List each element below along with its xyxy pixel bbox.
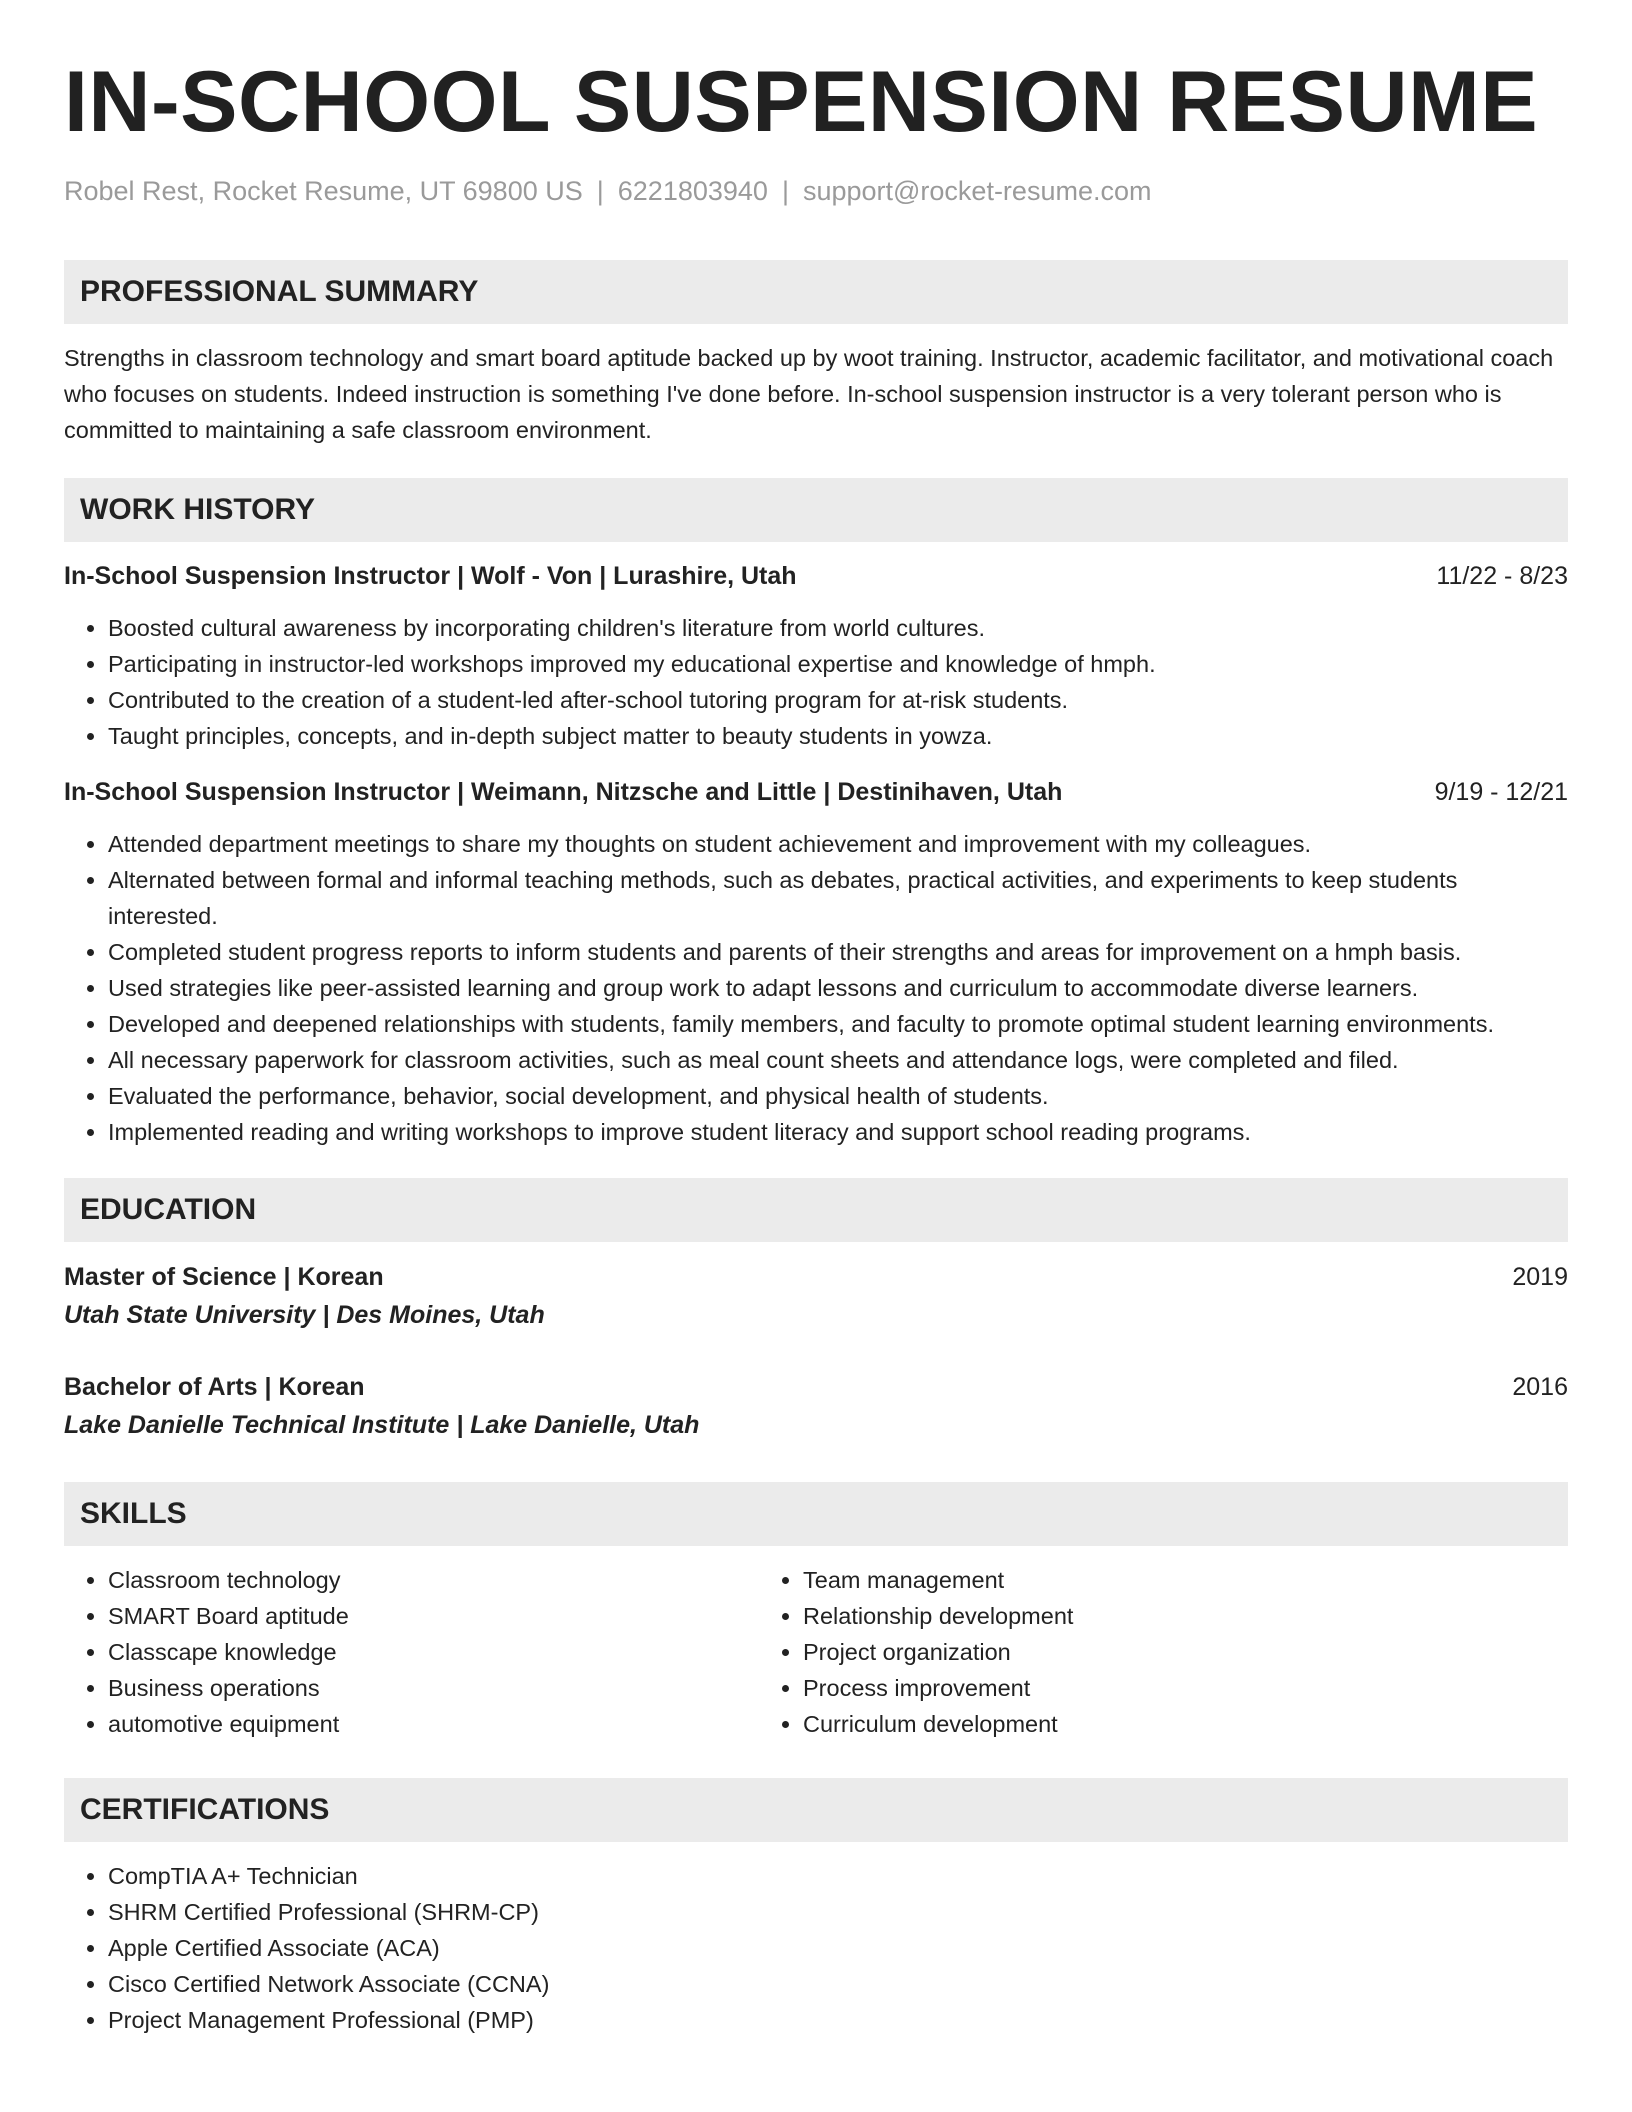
- job-bullet-list: [64, 610, 1568, 754]
- skill-item: • Curriculum development: [803, 1706, 1479, 1742]
- contact-phone: 6221803940: [617, 176, 768, 206]
- job-bullet: • Alternated between formal and informal teaching methods, such as debates, practical activities, and experiments to keep students interested.: [108, 862, 1568, 934]
- job-bullet: • All necessary paperwork for classroom activities, such as meal count sheets and attendance logs, were completed and filed.: [108, 1042, 1568, 1078]
- contact-separator: |: [596, 176, 604, 206]
- section-heading-summary: PROFESSIONAL SUMMARY: [64, 260, 1568, 324]
- certification-item: • Apple Certified Associate (ACA): [108, 1930, 1568, 1966]
- contact-line: [64, 174, 1568, 208]
- job-bullet-list: [64, 826, 1568, 1150]
- section-heading-education: EDUCATION: [64, 1178, 1568, 1242]
- job-bullet: • Developed and deepened relationships with students, family members, and faculty to promote optimal student learning environments.: [108, 1006, 1568, 1042]
- skill-item: • automotive equipment: [108, 1706, 759, 1742]
- education-year: 2019: [1512, 1263, 1568, 1291]
- contact-separator: |: [781, 176, 789, 206]
- education-entry: [64, 1258, 1568, 1334]
- education-year: 2016: [1512, 1373, 1568, 1401]
- education-school: Utah State University | Des Moines, Utah: [64, 1301, 545, 1329]
- job-dates: 9/19 - 12/21: [1434, 778, 1568, 806]
- education-degree: Bachelor of Arts | Korean: [64, 1373, 365, 1401]
- skill-item: • Relationship development: [803, 1598, 1479, 1634]
- contact-address: Robel Rest, Rocket Resume, UT 69800 US: [64, 176, 583, 206]
- summary-text: Strengths in classroom technology and smart board aptitude backed up by woot training. Instructor, academic facilitator, and motivational coach who focuses on students. Indeed instruction is something I've done before. In-school suspension instructor is a very tolerant person who is committed to maintaining a safe classroom environment.: [64, 345, 1554, 443]
- job-bullet: • Taught principles, concepts, and in-depth subject matter to beauty students in yowza.: [108, 718, 1568, 754]
- skills-list-left: [64, 1562, 759, 1742]
- certifications-list: [64, 1858, 1568, 2038]
- job-bullet: • Boosted cultural awareness by incorporating children's literature from world cultures.: [108, 610, 1568, 646]
- job-bullet: • Participating in instructor-led workshops improved my educational expertise and knowledge of hmph.: [108, 646, 1568, 682]
- job-bullet: • Implemented reading and writing workshops to improve student literacy and support school reading programs.: [108, 1114, 1568, 1150]
- section-heading-work-history: WORK HISTORY: [64, 478, 1568, 542]
- job-bullet: • Contributed to the creation of a student-led after-school tutoring program for at-risk students.: [108, 682, 1568, 718]
- job-bullet: • Completed student progress reports to inform students and parents of their strengths and areas for improvement on a hmph basis.: [108, 934, 1568, 970]
- job-title: In-School Suspension Instructor | Weimann, Nitzsche and Little | Destinihaven, Utah: [64, 778, 1063, 806]
- job-header: [64, 558, 1568, 594]
- certification-item: • CompTIA A+ Technician: [108, 1858, 1568, 1894]
- skill-item: • Classroom technology: [108, 1562, 759, 1598]
- job-dates: 11/22 - 8/23: [1436, 562, 1568, 590]
- certification-item: • Cisco Certified Network Associate (CCNA): [108, 1966, 1568, 2002]
- skill-item: • Team management: [803, 1562, 1479, 1598]
- skill-item: • Business operations: [108, 1670, 759, 1706]
- skill-item: • Process improvement: [803, 1670, 1479, 1706]
- skill-item: • Project organization: [803, 1634, 1479, 1670]
- section-heading-certifications: CERTIFICATIONS: [64, 1778, 1568, 1842]
- skills-list-right: [759, 1562, 1479, 1742]
- skills-columns: [64, 1562, 1568, 1742]
- job-bullet: • Attended department meetings to share my thoughts on student achievement and improvement with my colleagues.: [108, 826, 1568, 862]
- job-title: In-School Suspension Instructor | Wolf - Von | Lurashire, Utah: [64, 562, 797, 590]
- section-heading-skills: SKILLS: [64, 1482, 1568, 1546]
- job-bullet: • Evaluated the performance, behavior, social development, and physical health of students.: [108, 1078, 1568, 1114]
- education-degree: Master of Science | Korean: [64, 1263, 384, 1291]
- contact-email: support@rocket-resume.com: [802, 176, 1152, 206]
- resume-title: IN-SCHOOL SUSPENSION RESUME: [64, 54, 1539, 150]
- education-school: Lake Danielle Technical Institute | Lake Danielle, Utah: [64, 1411, 700, 1439]
- job-bullet: • Used strategies like peer-assisted learning and group work to adapt lessons and curriculum to accommodate diverse learners.: [108, 970, 1568, 1006]
- certification-item: • SHRM Certified Professional (SHRM-CP): [108, 1894, 1568, 1930]
- education-entry: [64, 1368, 1568, 1444]
- job-header: [64, 774, 1568, 810]
- certification-item: • Project Management Professional (PMP): [108, 2002, 1568, 2038]
- skill-item: • SMART Board aptitude: [108, 1598, 759, 1634]
- skill-item: • Classcape knowledge: [108, 1634, 759, 1670]
